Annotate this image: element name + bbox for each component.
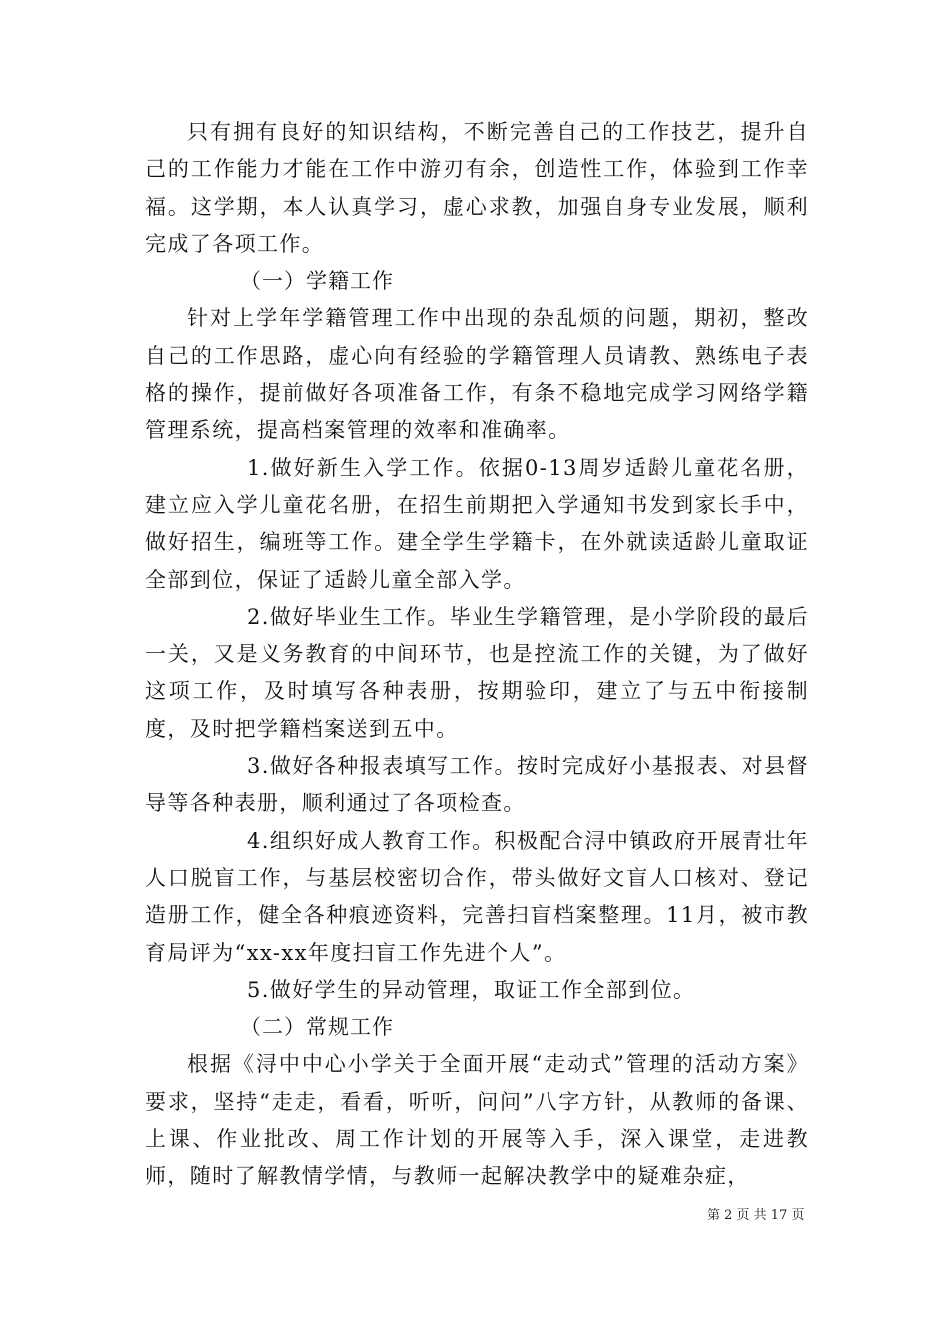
list-item-reports: 3.做好各种报表填写工作。按时完成好小基报表、对县督导等各种表册，顺利通过了各项检查。 — [145, 754, 809, 816]
section-intro-student-records: 针对上学年学籍管理工作中出现的杂乱烦的问题，期初，整改自己的工作思路，虚心向有经验的学籍管理人员请教、熟练电子表格的操作，提前做好各项准备工作，有条不稳地完成学习网络学籍管理系统，提高档案管理的效率和准确率。 — [145, 306, 809, 443]
page-number: 第 2 页 共 17 页 — [707, 1208, 805, 1223]
section-intro-routine-work: 根据《浔中中心小学关于全面开展“走动式”管理的活动方案》要求，坚持“走走，看看，听听，问问”八字方针，从教师的备课、上课、作业批改、周工作计划的开展等入手，深入课堂，走进教师，随时了解教情学情，与教师一起解决教学中的疑难杂症， — [145, 1052, 809, 1189]
section-heading-routine-work: （二）常规工作 — [240, 1015, 394, 1040]
list-item-transfers: 5.做好学生的异动管理，取证工作全部到位。 — [247, 977, 696, 1002]
list-item-adult-education: 4.组织好成人教育工作。积极配合浔中镇政府开展青壮年人口脱盲工作，与基层校密切合作，带头做好文盲人口核对、登记造册工作，健全各种痕迹资料，完善扫盲档案整理。11月，被市教育局评为“xx-xx年度扫盲工作先进个人”。 — [145, 828, 809, 965]
list-item-new-students: 1.做好新生入学工作。依据0-13周岁适龄儿童花名册，建立应入学儿童花名册，在招生前期把入学通知书发到家长手中，做好招生，编班等工作。建全学生学籍卡，在外就读适龄儿童取证全部到位，保证了适龄儿童全部入学。 — [145, 455, 809, 592]
document-body — [145, 114, 809, 1196]
list-item-graduates: 2.做好毕业生工作。毕业生学籍管理，是小学阶段的最后一关，又是义务教育的中间环节，也是控流工作的关键，为了做好这项工作，及时填写各种表册，按期验印，建立了与五中衔接制度，及时把学籍档案送到五中。 — [145, 604, 809, 741]
intro-paragraph: 只有拥有良好的知识结构，不断完善自己的工作技艺，提升自己的工作能力才能在工作中游刃有余，创造性工作，体验到工作幸福。这学期，本人认真学习，虚心求教，加强自身专业发展，顺利完成了各项工作。 — [145, 120, 809, 256]
section-heading-student-records: （一）学籍工作 — [240, 269, 394, 294]
